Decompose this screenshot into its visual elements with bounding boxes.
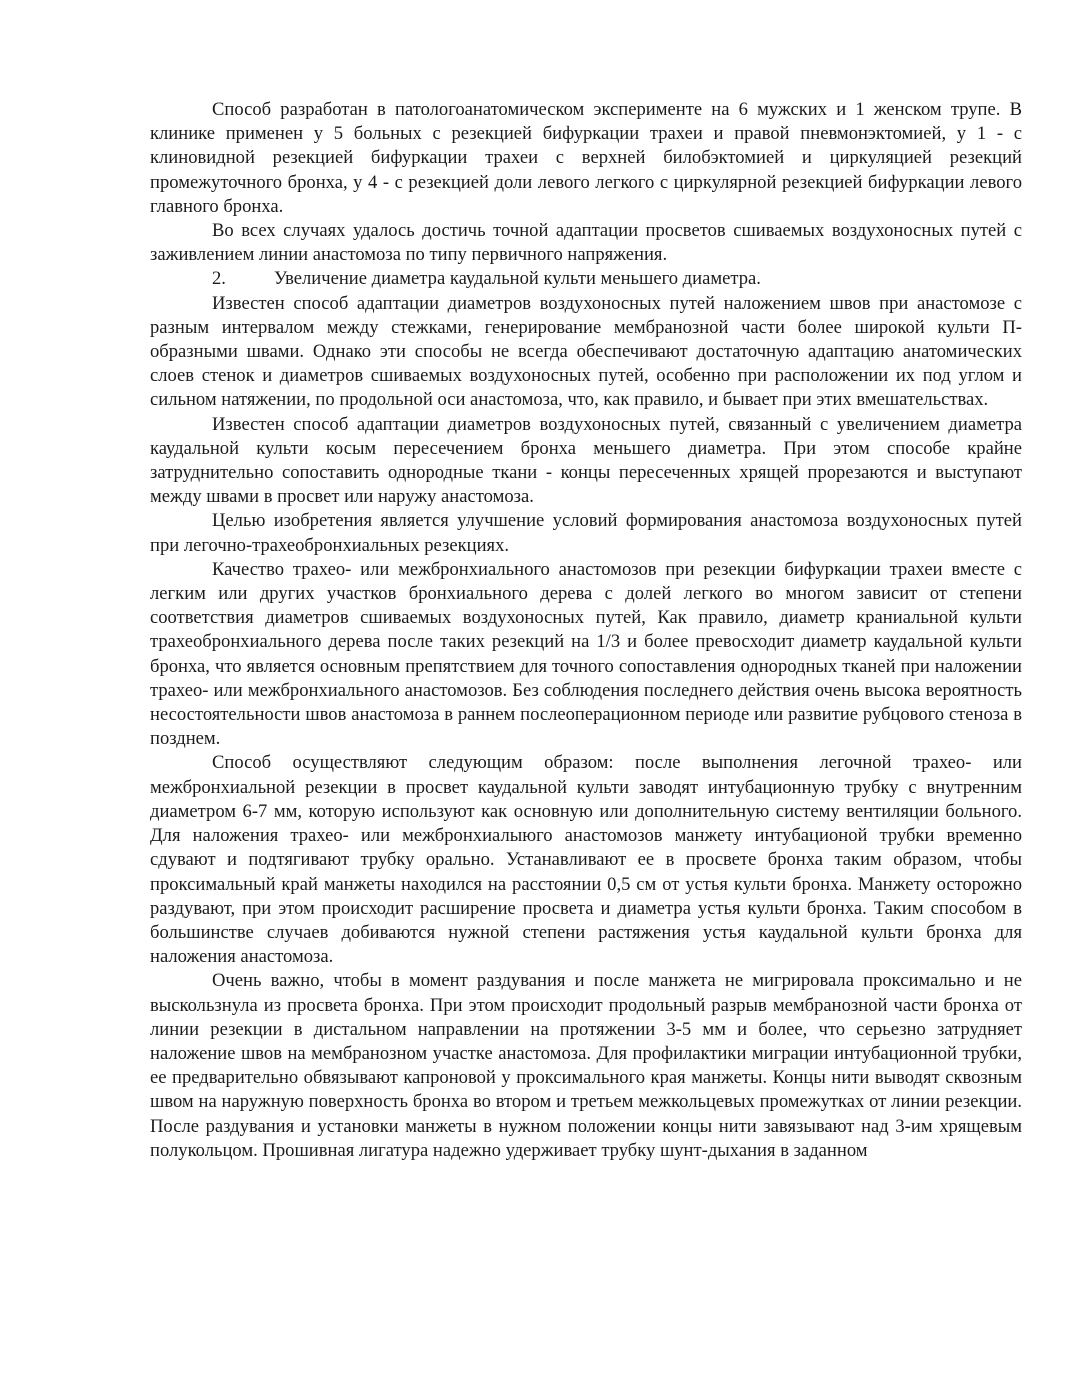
numbered-heading [150,267,1022,291]
paragraph-quality: Качество трахео- или межбронхиального анастомозов при резекции бифуркации трахеи вместе с легким или других участков бронхиального дерева с долей легкого во многом зависит от степени соответствия диаметров сшиваемых воздухоносных путей, Как правило, диаметр краниальной культи трахеобронхиального дерева после таких резекций на 1/3 и более превосходит диаметр каудальной культи бронха, что является основным препятствием для точного сопоставления однородных тканей при наложении трахео- или межбронхиального анастомозов. Без соблюдения последнего действия очень высока вероятность несостоятельности швов анастомоза в раннем послеоперационном периоде или развитие рубцового стеноза в позднем. [150,558,1022,750]
numbered-heading-number: 2. [212,268,226,290]
paragraph-goal: Целью изобретения является улучшение условий формирования анастомоза воздухоносных путей при легочно-трахеобронхиальных резекциях. [150,510,1022,556]
paragraph-known-method-oblique: Известен способ адаптации диаметров воздухоносных путей, связанный с увеличением диаметра каудальной культи косым пересечением бронха меньшего диаметра. При этом способе крайне затруднительно сопоставить однородные ткани - концы пересеченных хрящей прорезаются и выступают между швами в просвет или наружу анастомоза. [150,413,1022,508]
numbered-heading-text: Увеличение диаметра каудальной культи меньшего диаметра. [274,268,761,290]
paragraph-known-method-sutures: Известен способ адаптации диаметров воздухоносных путей наложением швов при анастомозе с разным интервалом между стежками, генерирование мембранозной части более широкой культи П-образными швами. Однако эти способы не всегда обеспечивают достаточную адаптацию анатомических слоев стенок и диаметров сшиваемых воздухоносных путей, особенно при расположении их под углом и сильном натяжении, по продольной оси анастомоза, что, как правило, и бывает при этих вмешательствах. [150,292,1022,411]
paragraph-important: Очень важно, чтобы в момент раздувания и после манжета не мигрировала проксимально и не выскользнула из просвета бронха. При этом происходит продольный разрыв мембранозной части бронха от линии резекции в дистальном направлении на протяжении 3-5 мм и более, что серьезно затрудняет наложение швов на мембранозном участке анастомоза. Для профилактики миграции интубационной трубки, ее предварительно обвязывают капроновой у проксимального края манжеты. Концы нити выводят сквозным швом на наружную поверхность бронха во втором и третьем межкольцевых промежутках от линии резекции. После раздувания и установки манжеты в нужном положении концы нити завязывают над 3-им хрящевым полукольцом. Прошивная лигатура надежно удерживает трубку шунт-дыхания в заданном [150,970,1022,1161]
paragraph-all-cases: Во всех случаях удалось достичь точной адаптации просветов сшиваемых воздухоносных путей с заживлением линии анастомоза по типу первичного напряжения. [150,220,1022,266]
paragraph-method-developed: Способ разработан в патологоанатомическом эксперименте на 6 мужских и 1 женском трупе. В клинике применен у 5 больных с резекцией бифуркации трахеи и правой пневмонэктомией, у 1 - с клиновидной резекцией бифуркации трахеи с верхней билобэктомией и циркуляцией резекций промежуточного бронха, у 4 - с резекцией доли левого легкого с циркулярной резекцией бифуркации левого главного бронха. [150,99,1022,217]
document-page [150,98,1022,1163]
paragraph-procedure: Способ осуществляют следующим образом: после выполнения легочной трахео- или межбронхиальной резекции в просвет каудальной культи заводят интубационную трубку с внутренним диаметром 6-7 мм, которую используют как основную или дополнительную систему вентиляции больного. Для наложения трахео- или межбронхиалыюго анастомозов манжету интубационой трубки временно сдувают и подтягивают трубку орально. Устанавливают ее в просвете бронха таким образом, чтобы проксимальный край манжеты находился на расстоянии 0,5 см от устья культи бронха. Манжету осторожно раздувают, при этом происходит расширение просвета и диаметра устья культи бронха. Таким способом в большинстве случаев добиваются нужной степени растяжения устья каудальной культи бронха для наложения анастомоза. [150,752,1022,968]
